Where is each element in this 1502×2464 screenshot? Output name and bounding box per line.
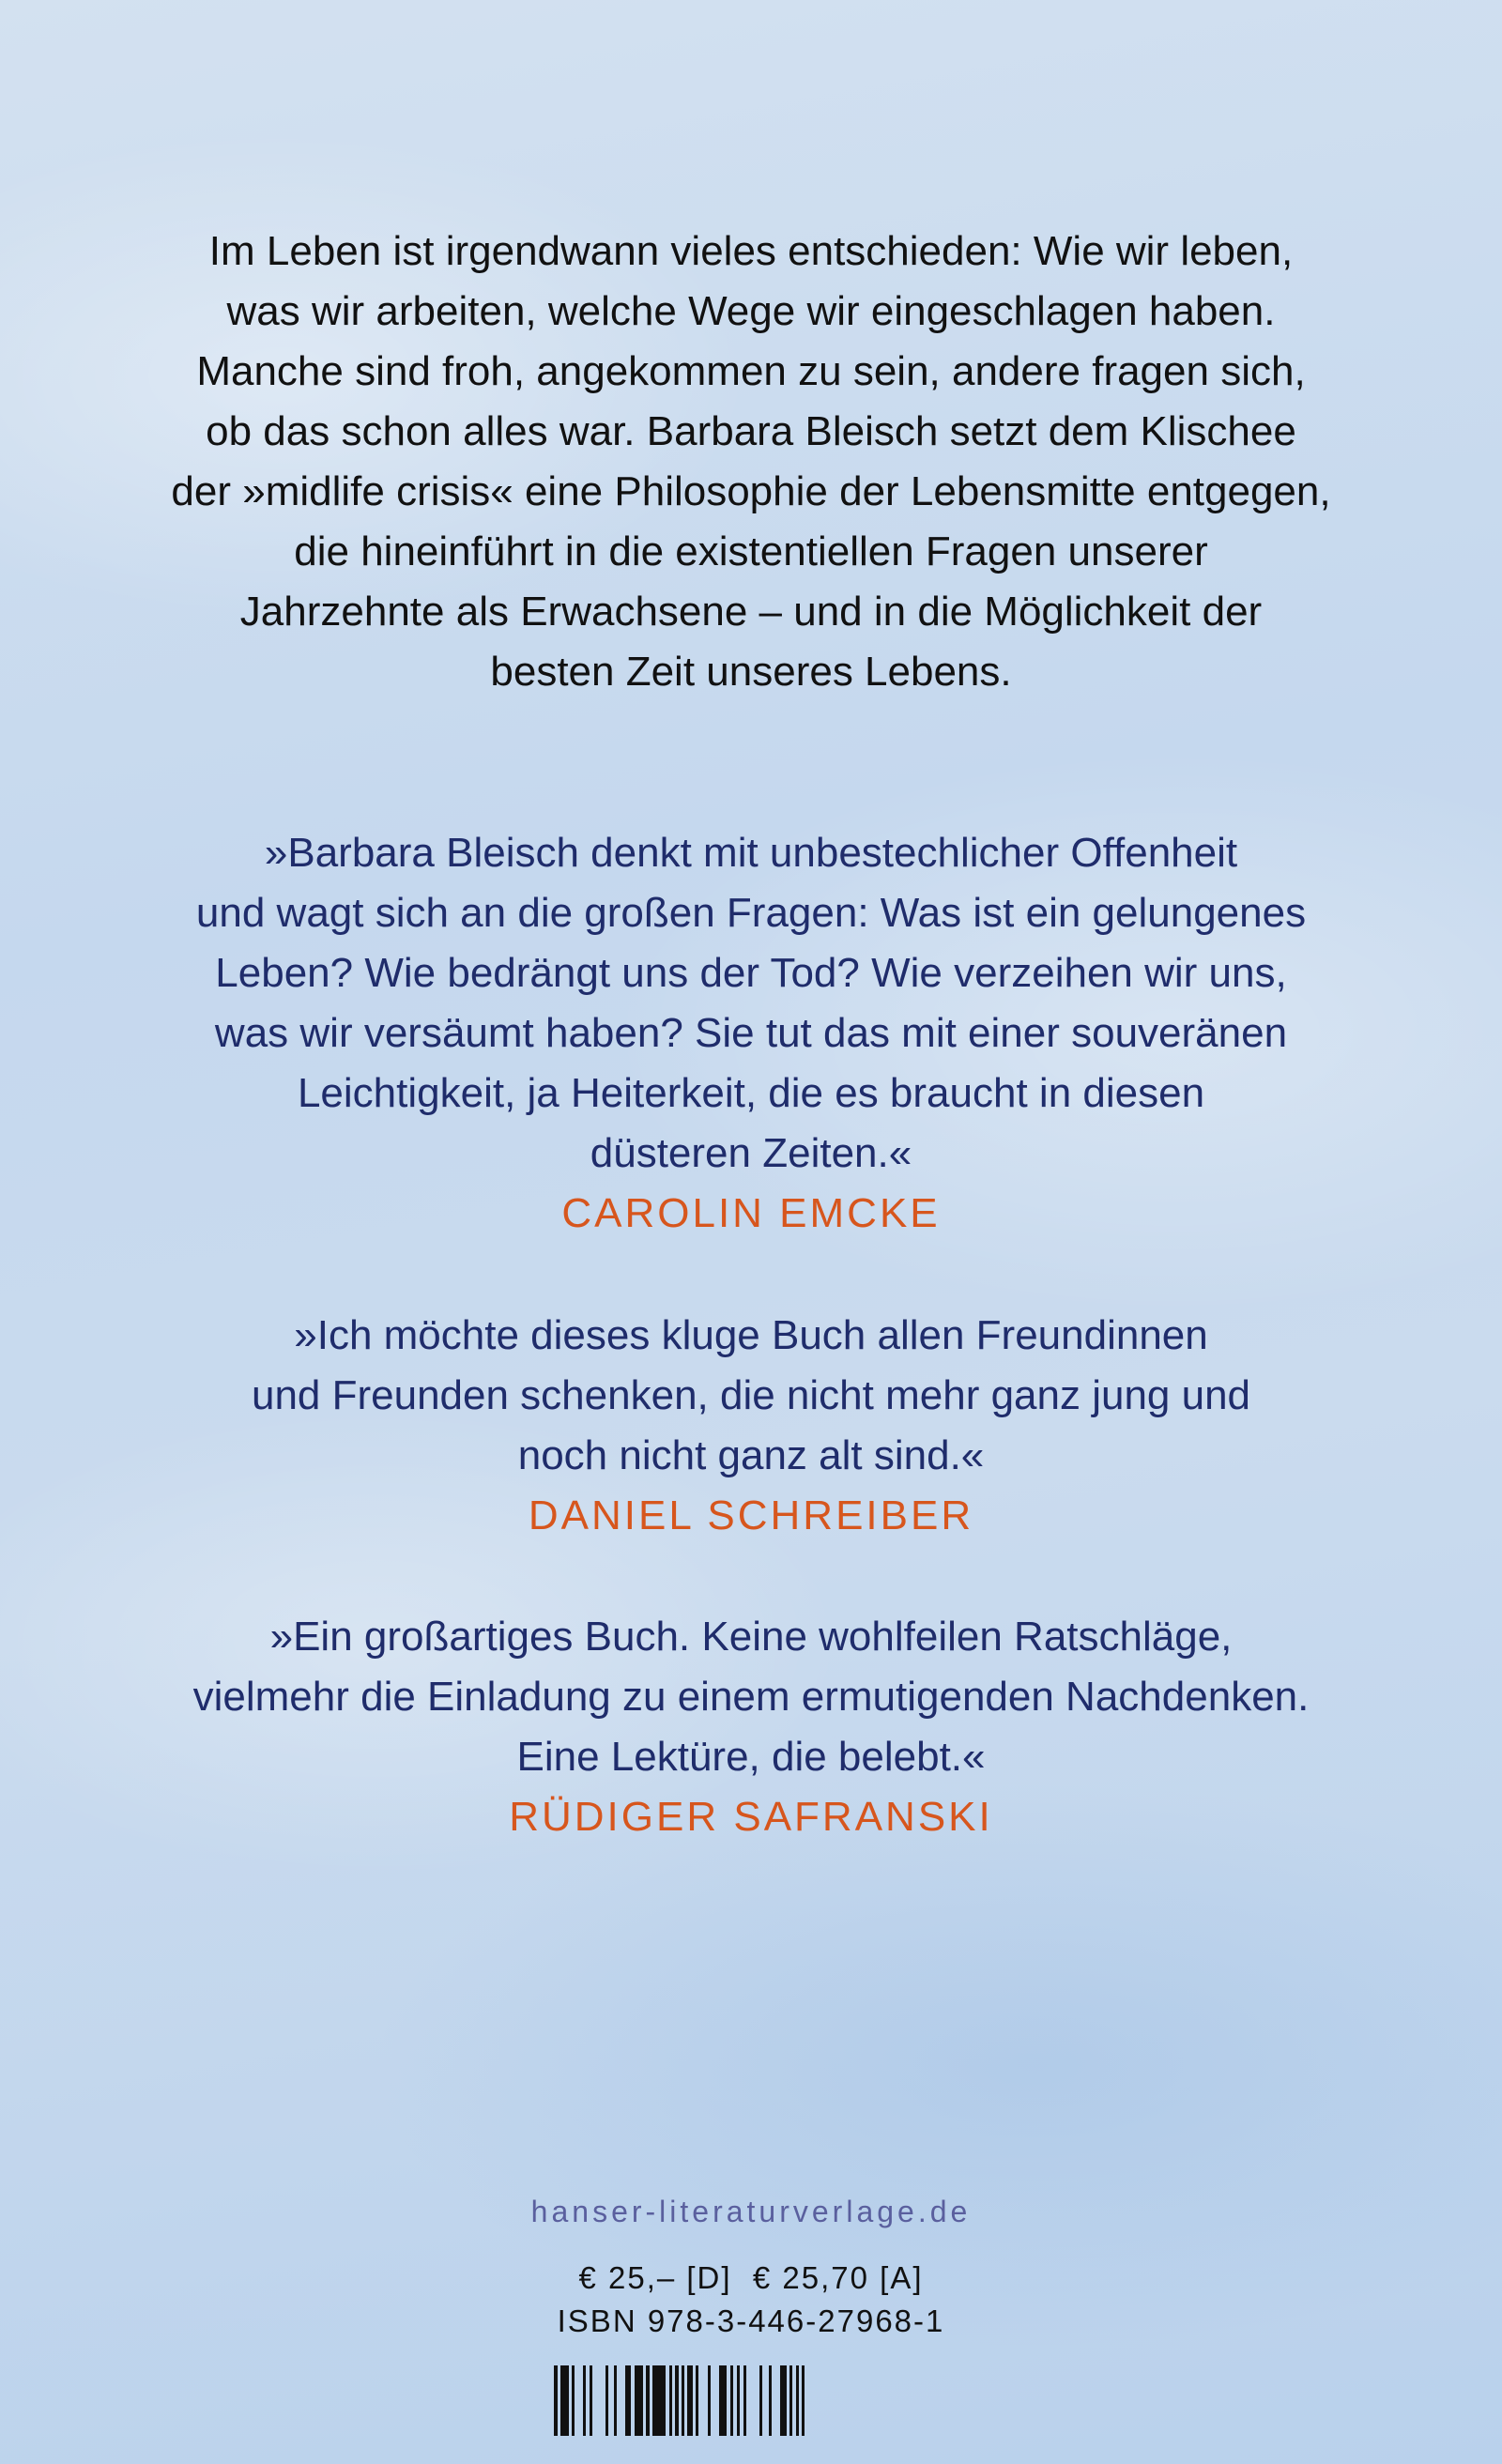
blurb-text [0,222,1502,702]
barcode-bar [769,2365,772,2436]
quote-line: und wagt sich an die großen Fragen: Was ist ein gelungenes [195,890,1307,936]
quote-author: CAROLIN EMCKE [561,1190,941,1236]
barcode-bar [796,2365,799,2436]
barcode-bar [625,2365,631,2436]
quote-line: düsteren Zeiten.« [590,1130,912,1176]
blurb-line: Im Leben ist irgendwann vieles entschieden: Wie wir leben, [208,228,1294,274]
barcode-bar [669,2365,672,2436]
quote-line: Leben? Wie bedrängt uns der Tod? Wie verzeihen wir uns, [215,950,1287,996]
barcode-bar [590,2365,592,2436]
barcode-bar [682,2365,684,2436]
barcode-bar [605,2365,608,2436]
barcode-bar [789,2365,792,2436]
quote-line: was wir versäumt haben? Sie tut das mit einer souveränen [214,1010,1288,1056]
quote-line: Leichtigkeit, ja Heiterkeit, die es braucht in diesen [297,1070,1205,1116]
barcode-bar [737,2365,740,2436]
barcode-bar [687,2365,693,2436]
blurb-line: besten Zeit unseres Lebens. [490,649,1012,695]
barcode-bar [675,2365,679,2436]
quote-line: »Ich möchte dieses kluge Buch allen Freundinnen [294,1312,1208,1358]
barcode-bar [560,2365,569,2436]
quote-author: DANIEL SCHREIBER [528,1492,974,1538]
publisher-url: hanser-literaturverlage.de [530,2195,972,2228]
barcode-bar [614,2365,617,2436]
barcode-bar [802,2365,805,2436]
quote-author: RÜDIGER SAFRANSKI [509,1794,993,1840]
barcode-bar [554,2365,558,2436]
barcode-bar [743,2365,746,2436]
isbn: ISBN 978-3-446-27968-1 [557,2303,945,2338]
blurb-line: was wir arbeiten, welche Wege wir eingeschlagen haben. [226,288,1276,334]
barcode [554,2365,951,2436]
barcode-bar [572,2365,575,2436]
price-text: € 25,– [D] € 25,70 [A] [578,2260,924,2295]
blurb-line: der »midlife crisis« eine Philosophie der Lebensmitte entgegen, [171,468,1331,514]
barcode-bar [635,2365,643,2436]
quote-safranski [0,1607,1502,1847]
price [0,2257,1502,2300]
blurb-line: ob das schon alles war. Barbara Bleisch setzt dem Klischee [206,408,1296,454]
quote-line: Eine Lektüre, die belebt.« [516,1734,986,1780]
quote-line: »Barbara Bleisch denkt mit unbestechlicher Offenheit [264,830,1238,876]
quote-line: und Freunden schenken, die nicht mehr ganz jung und [251,1372,1251,1418]
quote-schreiber [0,1306,1502,1546]
barcode-bar [759,2365,762,2436]
barcode-bar [708,2365,711,2436]
quote-emcke [0,823,1502,1244]
barcode-bar [583,2365,586,2436]
barcode-bar [719,2365,727,2436]
quote-line: noch nicht ganz alt sind.« [517,1432,985,1478]
barcode-bar [780,2365,787,2436]
quote-line: »Ein großartiges Buch. Keine wohlfeilen Ratschläge, [269,1614,1233,1660]
blurb-line: die hineinführt in die existentiellen Fragen unserer [294,528,1208,574]
blurb-line: Manche sind froh, angekommen zu sein, andere fragen sich, [196,348,1306,394]
quote-line: vielmehr die Einladung zu einem ermutigenden Nachdenken. [192,1674,1310,1720]
barcode-bar [730,2365,733,2436]
barcode-bar [646,2365,650,2436]
barcode-bar [652,2365,666,2436]
blurb-line: Jahrzehnte als Erwachsene – und in die Möglichkeit der [239,589,1263,635]
barcode-bar [696,2365,698,2436]
